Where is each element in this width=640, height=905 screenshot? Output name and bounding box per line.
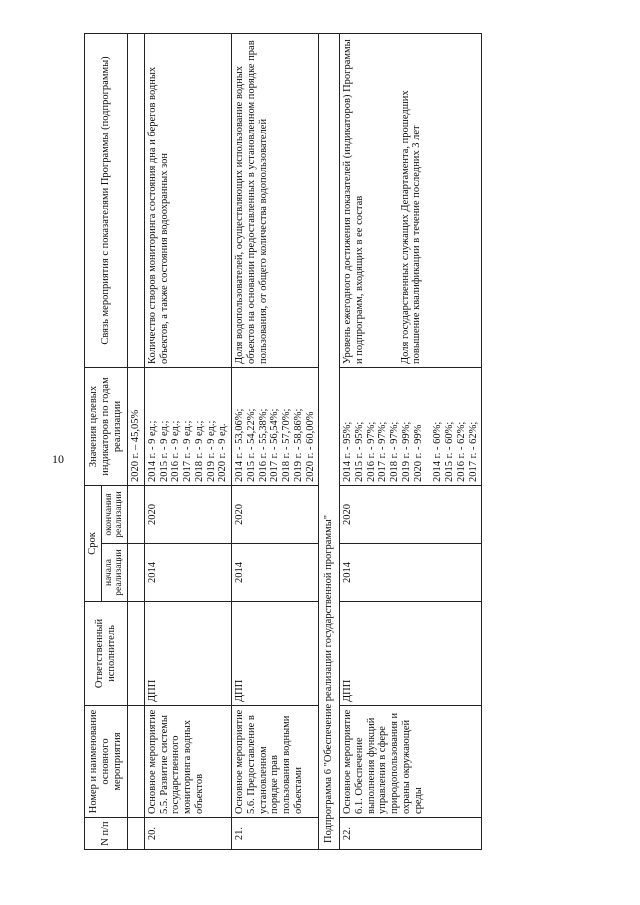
row-values — [232, 367, 319, 485]
value-line: 2016 г. - 9 ед.; — [170, 420, 182, 482]
header-indicators: Значения целевых индикаторов по годам реализации — [85, 367, 128, 485]
row-num: 21. — [232, 818, 319, 850]
row-executor: ДПП — [340, 602, 482, 706]
value-line: 2017 г. - 97%; — [377, 421, 389, 482]
section-title: Подпрограмма 6 "Обеспечение реализации государственной программы" — [319, 33, 340, 849]
header-term: Срок — [85, 485, 102, 601]
value-line: 2017 г. - 56,54%; — [269, 408, 281, 482]
header-link: Связь мероприятия с показателями Программы (подпрограммы) — [85, 33, 128, 367]
value-line: 2020 г. - 9 ед. — [217, 423, 229, 482]
carry-over-row — [128, 33, 145, 849]
row-link — [340, 33, 482, 367]
row-executor: ДПП — [144, 602, 231, 706]
value-line: 2014 г. - 60%; — [432, 421, 444, 482]
value-line: 2016 г. - 62%; — [455, 421, 467, 482]
value-line: 2020 г. - 60,00% — [304, 411, 316, 482]
row-end: 2020 — [340, 485, 482, 543]
row-end: 2020 — [144, 485, 231, 543]
value-line: 2014 г. - 95%; — [342, 421, 353, 482]
value-line: 2017 г. - 62%; — [467, 421, 479, 482]
row-start: 2014 — [340, 544, 482, 602]
header-executor: Ответственный исполнитель — [85, 602, 128, 706]
link-text-b: Доля государственных служащих Департамента, прошедших повышение квалификации в течение последних 3 лет — [399, 90, 423, 364]
value-line: 2015 г. - 60%; — [444, 421, 455, 482]
value-line: 2019 г. - 9 ед.; — [205, 420, 217, 482]
value-line: 2018 г. - 57,70%; — [281, 408, 292, 482]
row-values — [144, 367, 231, 485]
header-end: окончания реализации — [101, 485, 127, 543]
value-line: 2015 г. - 54,22%; — [245, 408, 257, 482]
value-line: 2017 г. - 9 ед.; — [182, 420, 193, 482]
header-row-1 — [85, 33, 102, 849]
header-num: N п/п — [85, 818, 128, 850]
rotated-table-area — [84, 34, 604, 850]
table-row — [144, 33, 231, 849]
row-link: Доля водопользователей, осуществляющих использование водных объектов на основании предоставленных в установленном порядке прав пользования, от общего количества водопользователей — [232, 33, 319, 367]
row-start: 2014 — [144, 544, 231, 602]
value-line: 2018 г. - 9 ед.; — [193, 420, 205, 482]
row-executor: ДПП — [232, 602, 319, 706]
row-name: Основное мероприятие 5.6. Предоставление в установленном порядке прав пользования водными объектами — [232, 706, 319, 818]
row-num: 22. — [340, 818, 482, 850]
link-text-a: Уровень ежегодного достижения показателей (индикаторов) Программы и подпрограмм, входящих в ее состав — [342, 39, 365, 364]
value-line: 2014 г. - 9 ед.; — [146, 420, 158, 482]
value-line: 2018 г. - 97%; — [389, 421, 400, 482]
row-link: Количество створов мониторинга состояния дна и берегов водных объектов, а также состояния водоохранных зон — [144, 33, 231, 367]
table-rotator — [84, 34, 604, 850]
value-line: 2015 г. - 9 ед.; — [158, 420, 170, 482]
row-end: 2020 — [232, 485, 319, 543]
value-line: 2014 г. - 53,06%; — [234, 408, 245, 482]
page-number: 10 — [52, 452, 64, 466]
measures-table — [84, 33, 482, 850]
row-num: 20. — [144, 818, 231, 850]
value-line: 2019 г. - 99%; — [400, 421, 412, 482]
value-line: 2019 г. - 58,86%; — [292, 408, 304, 482]
row-name: Основное мероприятие 5.5. Развитие системы государственного мониторинга водных объектов — [144, 706, 231, 818]
carry-over-value: 2020 г. – 45,05% — [128, 367, 145, 485]
header-start: начала реализации — [101, 544, 127, 602]
value-line: 2015 г. - 95%; — [353, 421, 365, 482]
header-name: Номер и наименование основного мероприятия — [85, 706, 128, 818]
value-line: 2020 г. - 99% — [412, 424, 424, 482]
table-row — [340, 33, 482, 849]
value-line: 2016 г. - 55,38%; — [257, 408, 269, 482]
value-line: 2016 г. - 97%; — [365, 421, 377, 482]
row-values — [340, 367, 482, 485]
row-start: 2014 — [232, 544, 319, 602]
table-row — [232, 33, 319, 849]
row-name: Основное мероприятие 6.1. Обеспечение выполнения функций управления в сфере природопользования и охраны окружающей среды — [340, 706, 482, 818]
section-row — [319, 33, 340, 849]
